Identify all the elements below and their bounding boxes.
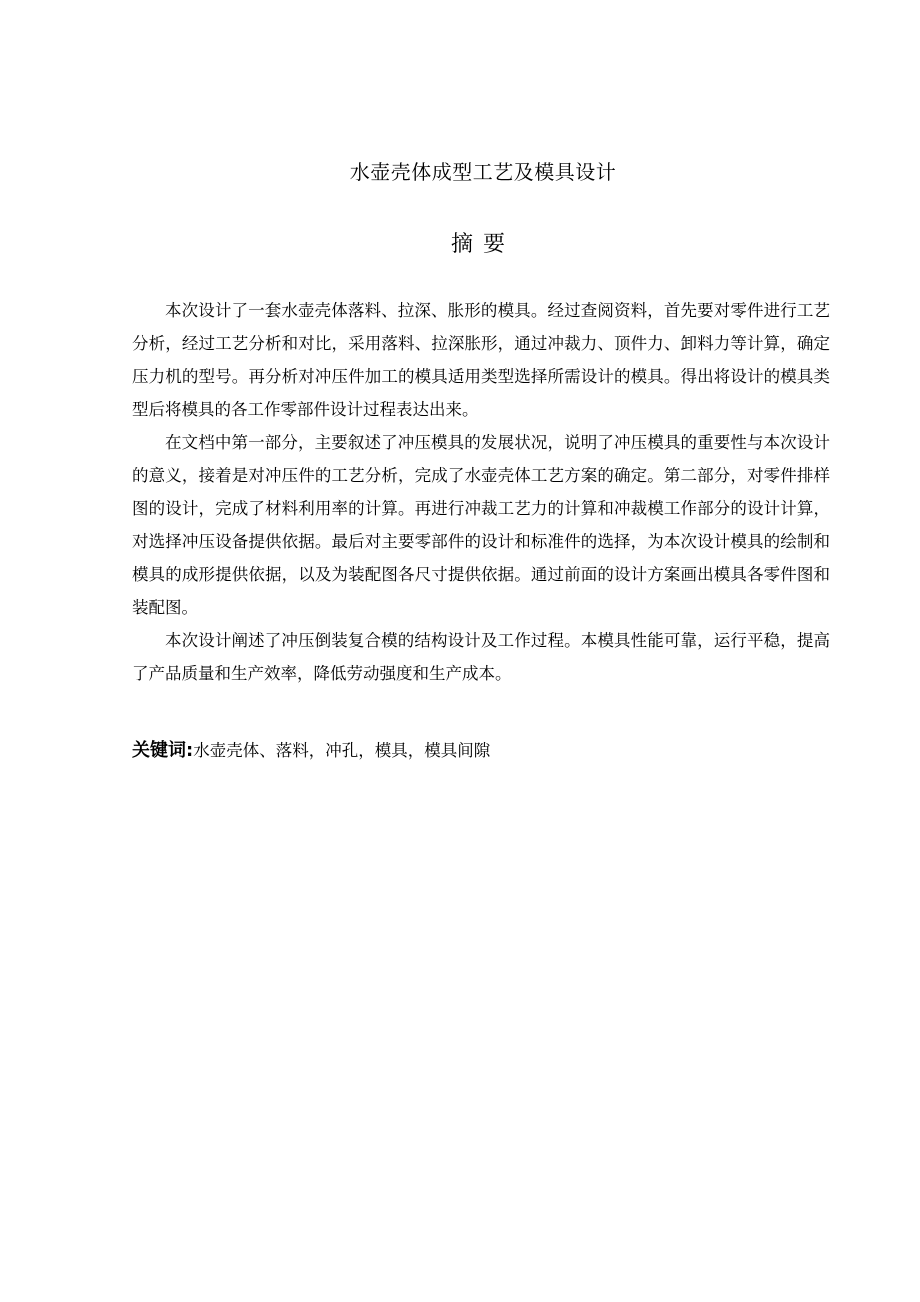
document-title: 水壶壳体成型工艺及模具设计 [349,160,617,184]
abstract-paragraph-1: 本次设计了一套水壶壳体落料、拉深、胀形的模具。经过查阅资料，首先要对零件进行工艺分析，经过工艺分析和对比，采用落料、拉深胀形，通过冲裁力、顶件力、卸料力等计算，确定压力机的型号。再分析对冲压件加工的模具适用类型选择所需设计的模具。得出将设计的模具类型后将模具的各工作零部件设计过程表达出来。 [132,301,830,419]
keywords-label: 关键词: [132,740,194,761]
abstract-paragraph-2: 在文档中第一部分，主要叙述了冲压模具的发展状况，说明了冲压模具的重要性与本次设计的意义，接着是对冲压件的工艺分析，完成了水壶壳体工艺方案的确定。第二部分，对零件排样图的设计，完成了材料利用率的计算。再进行冲裁工艺力的计算和冲裁模工作部分的设计计算，对选择冲压设备提供依据。最后对主要零部件的设计和标准件的选择，为本次设计模具的绘制和模具的成形提供依据，以及为装配图各尺寸提供依据。通过前面的设计方案画出模具各零件图和装配图。 [132,433,830,617]
abstract-heading: 摘要 [450,232,515,257]
keywords-text: 水壶壳体、落料，冲孔，模具，模具间隙 [193,741,491,760]
abstract-body [132,294,830,690]
keywords-line [132,734,830,767]
abstract-paragraph-3: 本次设计阐述了冲压倒装复合模的结构设计及工作过程。本模具性能可靠，运行平稳，提高了产品质量和生产效率，降低劳动强度和生产成本。 [132,631,830,683]
